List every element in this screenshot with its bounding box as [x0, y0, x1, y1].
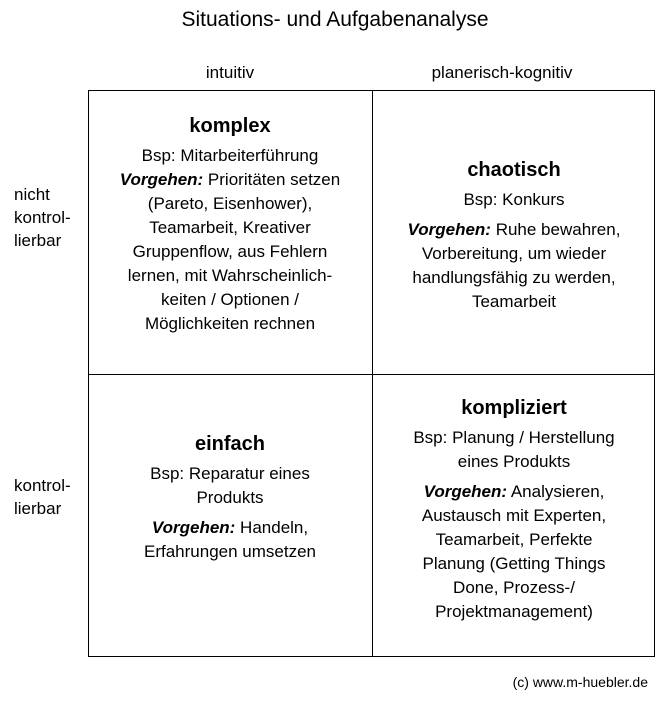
approach-text: Ruhe bewahren, [490, 220, 621, 239]
cell-approach-line: Teamarbeit, Kreativer [149, 218, 311, 237]
cell-approach-line: Möglichkeiten rechnen [144, 314, 316, 333]
cell-heading: kompliziert [461, 397, 567, 419]
approach-text: Handeln, [235, 518, 309, 537]
row-header-line: kontrol- [14, 476, 71, 495]
cell-approach-line: Planung (Getting Things [422, 554, 606, 573]
row-header-uncontrollable [14, 183, 71, 252]
cell-complicated [373, 396, 655, 624]
approach-label: Vorgehen: [151, 518, 236, 537]
row-header-line: kontrol- [14, 208, 71, 227]
row-header-controllable [14, 474, 71, 520]
cell-approach-line: Done, Prozess-/ [453, 578, 575, 597]
cell-approach-line [88, 168, 372, 192]
approach-label: Vorgehen: [423, 482, 508, 501]
cell-approach-line: Projektmanagement) [435, 602, 593, 621]
cell-heading: komplex [189, 115, 271, 137]
cell-approach-line: lernen, mit Wahrscheinlich- [127, 266, 333, 285]
cell-approach-line: Erfahrungen umsetzen [144, 542, 316, 561]
cell-approach-line: Teamarbeit, Perfekte [435, 530, 593, 549]
cell-example: Bsp: Mitarbeiterführung [141, 146, 319, 165]
diagram-title: Situations- und Aufgabenanalyse [181, 8, 489, 31]
cell-approach-line: Austausch mit Experten, [421, 506, 607, 525]
row-header-line: nicht [14, 185, 50, 204]
cell-approach-line: Vorbereitung, um wieder [421, 244, 607, 263]
cell-example: eines Produkts [457, 452, 571, 471]
copyright-footer: (c) www.m-huebler.de [512, 674, 648, 690]
cell-approach-line [373, 218, 655, 242]
approach-text: Analysieren, [507, 482, 605, 501]
approach-label: Vorgehen: [119, 170, 204, 189]
cell-example: Bsp: Reparatur eines [150, 464, 310, 483]
matrix-horizontal-divider [88, 374, 655, 375]
cell-approach-line: Teamarbeit [471, 292, 557, 311]
approach-text: Prioritäten setzen [203, 170, 341, 189]
row-header-line: lierbar [14, 499, 62, 518]
column-header-planning: planerisch-kognitiv [431, 63, 573, 82]
cell-example: Bsp: Konkurs [463, 190, 565, 209]
cell-example: Produkts [196, 488, 264, 507]
cell-complex [88, 114, 372, 336]
cell-approach-line [88, 516, 372, 540]
cell-approach-line [373, 480, 655, 504]
cell-approach-line: Gruppenflow, aus Fehlern [132, 242, 328, 261]
cell-heading: einfach [194, 433, 266, 455]
cell-chaotic [373, 158, 655, 314]
row-header-line: lierbar [14, 231, 62, 250]
cell-approach-line: keiten / Optionen / [161, 290, 299, 309]
approach-label: Vorgehen: [407, 220, 491, 239]
cell-approach-line: (Pareto, Eisenhower), [147, 194, 313, 213]
cell-example: Bsp: Planung / Herstellung [413, 428, 615, 447]
cell-heading: chaotisch [467, 159, 561, 181]
cell-simple [88, 432, 372, 564]
cell-approach-line: handlungsfähig zu werden, [412, 268, 616, 287]
column-header-intuitive: intuitiv [205, 63, 255, 82]
